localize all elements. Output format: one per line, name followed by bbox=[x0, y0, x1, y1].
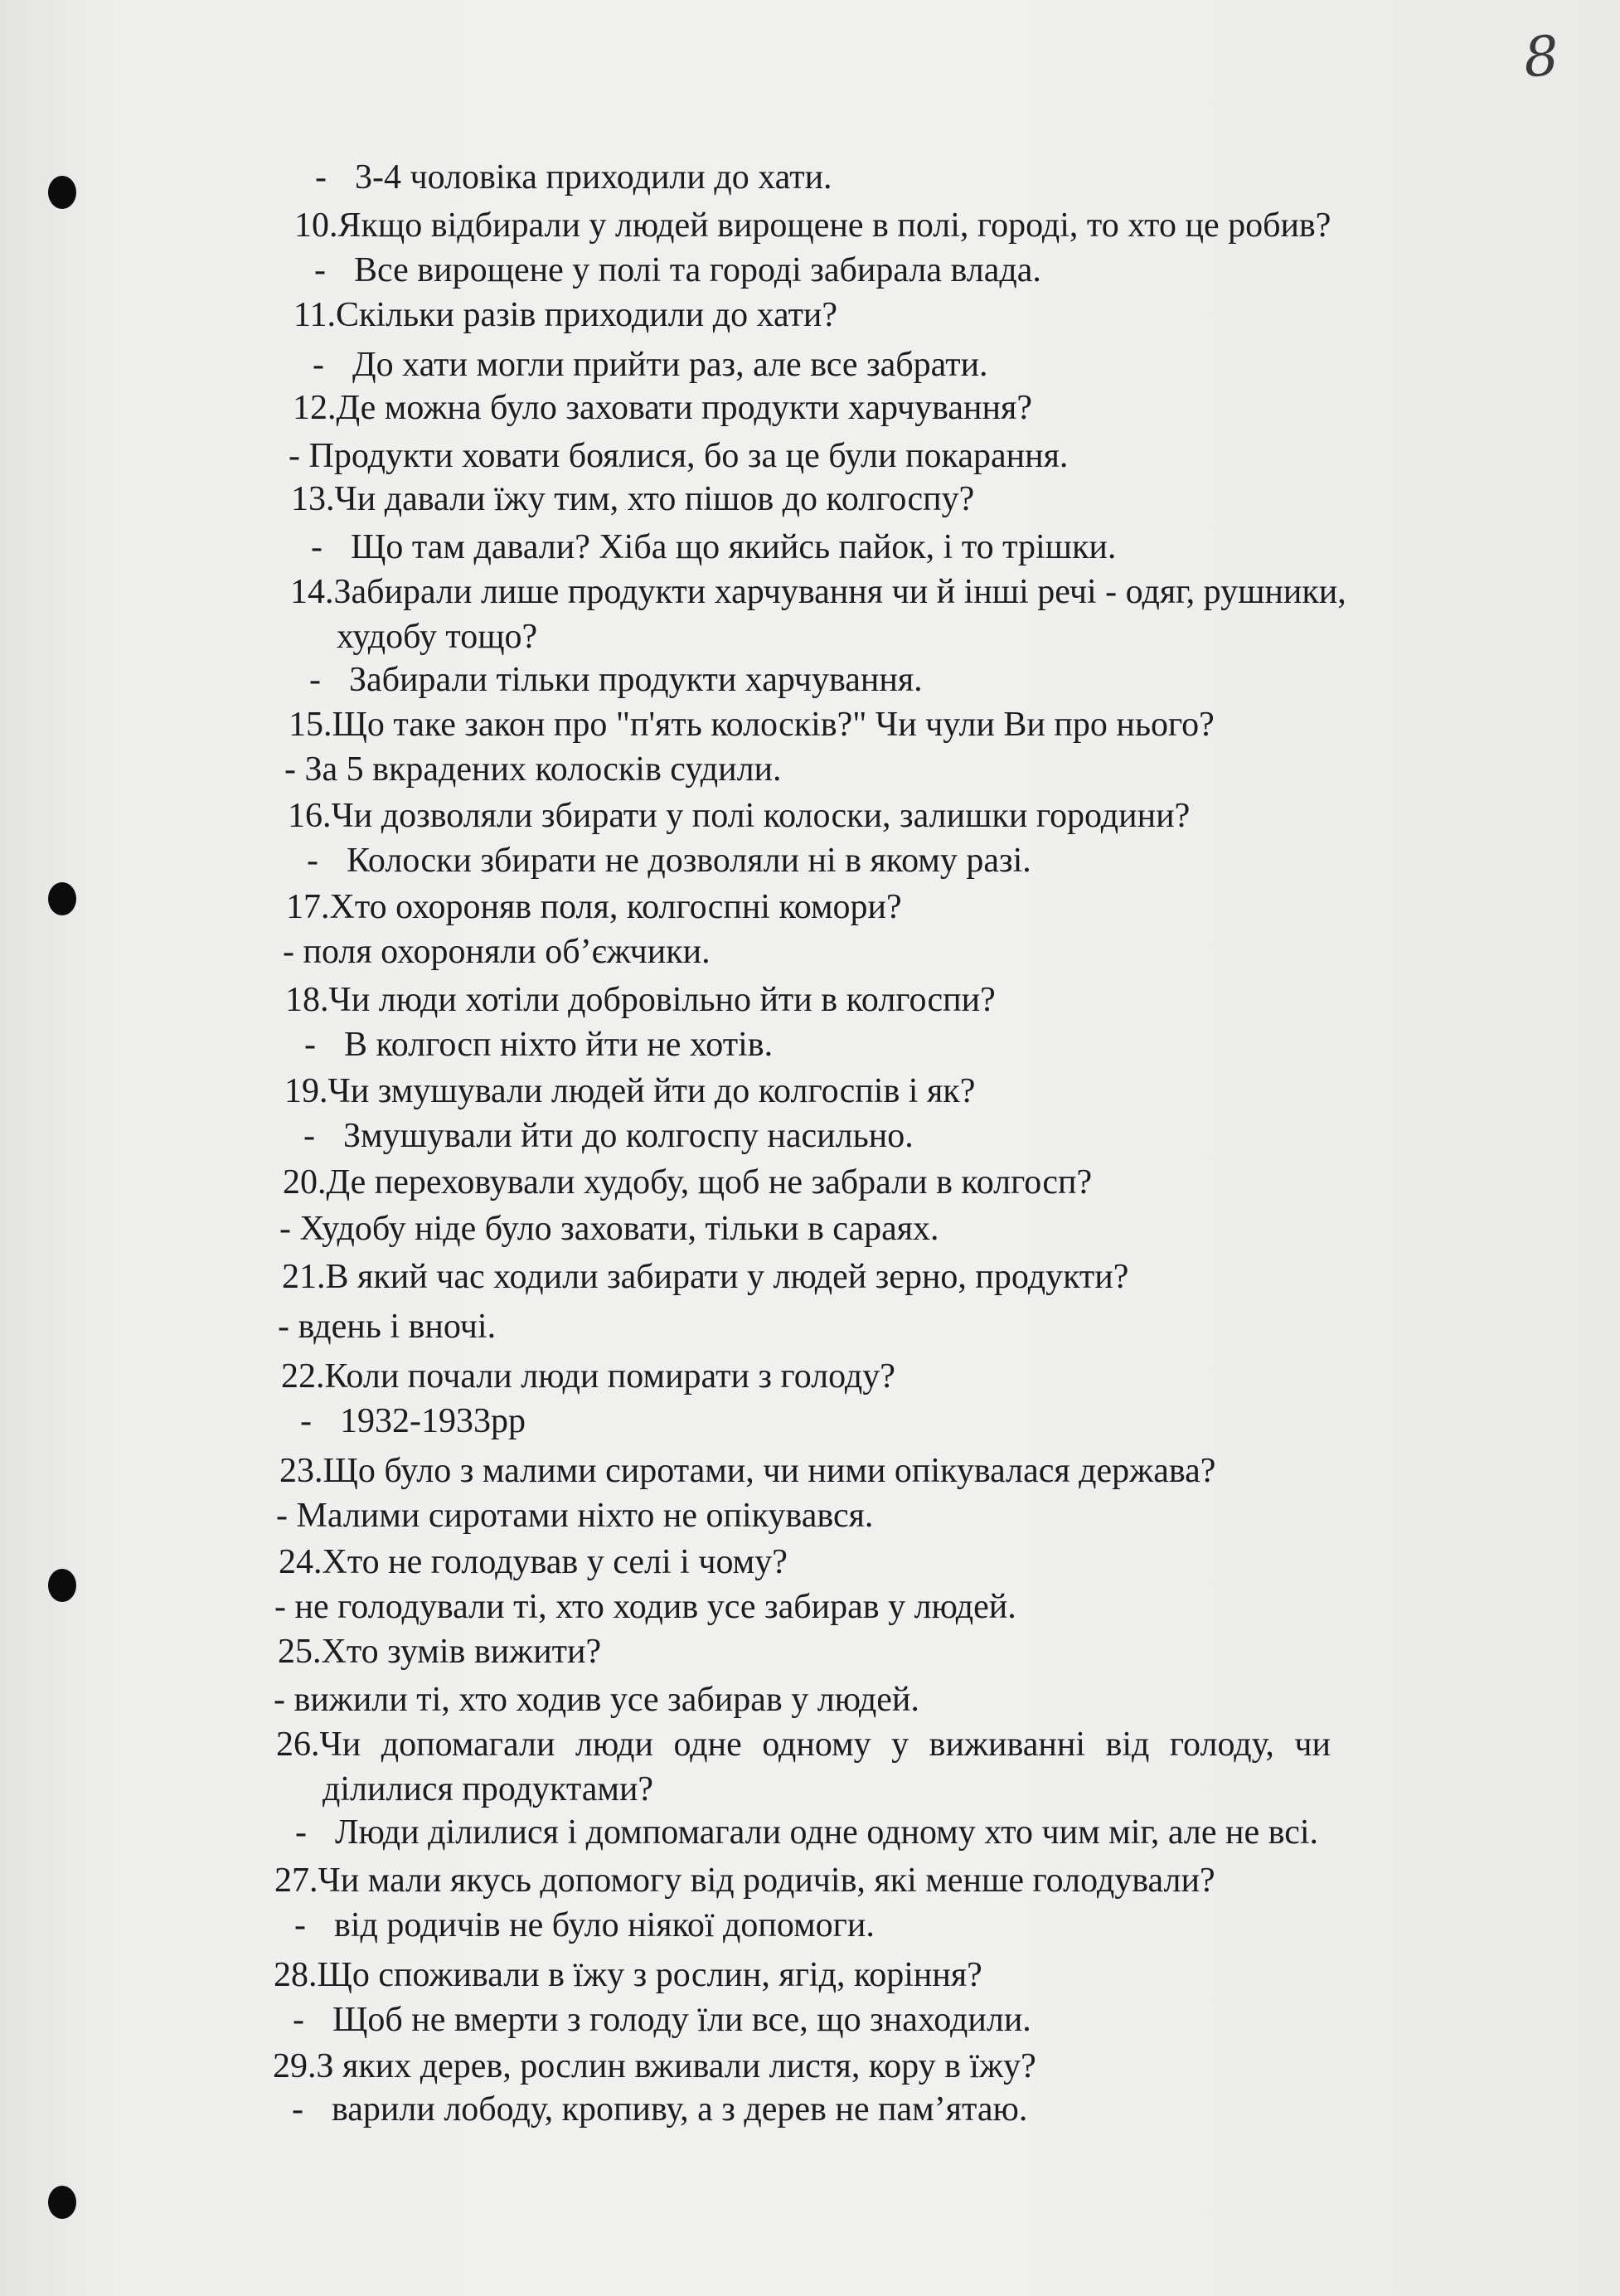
question-text: Що таке закон про "п'ять колосків?" Чи чули Ви про нього? bbox=[332, 706, 1215, 744]
answer-line: - Малими сиротами ніхто не опікувався. bbox=[276, 1497, 874, 1535]
answer-line bbox=[315, 158, 832, 197]
page-number: 8 bbox=[1521, 23, 1561, 90]
answer-line: - вижили ті, хто ходив усе забирав у людей. bbox=[274, 1681, 919, 1719]
question-line bbox=[293, 295, 837, 335]
question-line bbox=[286, 887, 902, 927]
answer-text: Колоски збирати не дозволяли ні в якому разі. bbox=[347, 842, 1031, 880]
question-number: 10. bbox=[294, 206, 338, 245]
dash-marker: - bbox=[309, 661, 321, 699]
question-number: 23. bbox=[279, 1452, 323, 1490]
question-line bbox=[291, 479, 974, 519]
answer-text: Все вирощене у полі та городі забирала влада. bbox=[354, 251, 1041, 289]
question-text: Скільки разів приходили до хати? bbox=[335, 296, 838, 334]
question-text: Де можна було заховати продукти харчування? bbox=[336, 389, 1032, 427]
answer-text: Змушували йти до колгоспу насильно. bbox=[343, 1117, 914, 1155]
answer-line bbox=[309, 660, 923, 700]
answer-line: - вдень і вночі. bbox=[278, 1308, 497, 1346]
question-line bbox=[294, 206, 1331, 245]
answer-text: В колгосп ніхто йти не хотів. bbox=[344, 1026, 774, 1064]
answer-text: 3-4 чоловіка приходили до хати. bbox=[355, 158, 832, 197]
question-text: Чи змушували людей йти до колгоспів і як? bbox=[327, 1072, 976, 1110]
question-text: Чи допомагали люди одне одному у виживанні від голоду, чи bbox=[319, 1726, 1331, 1764]
answer-text: 1932-1933рр bbox=[340, 1402, 526, 1440]
dash-marker: - bbox=[315, 158, 327, 197]
question-number: 14. bbox=[290, 573, 334, 611]
answer-line bbox=[300, 1401, 526, 1441]
question-number: 20. bbox=[283, 1163, 327, 1201]
answer-line bbox=[304, 1025, 773, 1065]
question-line bbox=[273, 2046, 1036, 2086]
answer-line bbox=[293, 2000, 1031, 2040]
answer-text: До хати могли прийти раз, але все забрати. bbox=[352, 346, 988, 384]
question-number: 28. bbox=[274, 1956, 318, 1994]
answer-line bbox=[311, 527, 1116, 567]
question-number: 27. bbox=[274, 1862, 318, 1900]
question-text: Чи давали їжу тим, хто пішов до колгоспу? bbox=[334, 480, 975, 518]
dash-marker: - bbox=[307, 842, 318, 880]
question-text: Забирали лише продукти харчування чи й інші речі - одяг, рушники, bbox=[333, 573, 1346, 611]
question-text: Що споживали в їжу з рослин, ягід, коріння? bbox=[317, 1956, 982, 1994]
dash-marker: - bbox=[300, 1402, 312, 1440]
question-line bbox=[285, 980, 996, 1020]
answer-line: - Худобу ніде було заховати, тільки в сараях. bbox=[279, 1210, 939, 1248]
question-text: Хто зумів вижити? bbox=[321, 1633, 602, 1671]
question-text: З яких дерев, рослин вживали листя, кору в їжу? bbox=[316, 2047, 1036, 2085]
dash-marker: - bbox=[295, 1813, 307, 1852]
answer-text: Забирали тільки продукти харчування. bbox=[349, 661, 923, 699]
question-number: 16. bbox=[288, 797, 332, 835]
answer-line bbox=[292, 2090, 1027, 2129]
answer-line: - Продукти ховати боялися, бо за це були покарання. bbox=[289, 437, 1069, 475]
question-number: 25. bbox=[278, 1633, 322, 1671]
answer-text: Що там давали? Хіба що якийсь пайок, і то трішки. bbox=[351, 528, 1117, 566]
dash-marker: - bbox=[311, 528, 323, 566]
question-number: 21. bbox=[282, 1258, 326, 1296]
question-number: 18. bbox=[285, 981, 329, 1019]
question-number: 26. bbox=[276, 1726, 320, 1764]
question-line bbox=[279, 1451, 1215, 1491]
question-text: Чи люди хотіли добровільно йти в колгоспи? bbox=[328, 981, 996, 1019]
question-line bbox=[279, 1542, 788, 1582]
question-number: 13. bbox=[291, 480, 335, 518]
question-line bbox=[274, 1955, 982, 1995]
question-number: 17. bbox=[286, 888, 330, 926]
dash-marker: - bbox=[303, 1117, 315, 1155]
question-line bbox=[284, 1071, 975, 1111]
question-text: В який час ходили забирати у людей зерно, продукти? bbox=[325, 1258, 1129, 1296]
answer-line bbox=[295, 1813, 1318, 1852]
question-line bbox=[288, 796, 1190, 836]
answer-text: варили лободу, кропиву, а з дерев не пам’ятаю. bbox=[332, 2090, 1028, 2129]
question-number: 29. bbox=[273, 2047, 317, 2085]
question-number: 22. bbox=[281, 1357, 325, 1396]
dash-marker: - bbox=[314, 251, 326, 289]
question-line bbox=[293, 388, 1032, 428]
answer-text: Щоб не вмерти з голоду їли все, що знаходили. bbox=[332, 2001, 1031, 2039]
question-number: 15. bbox=[289, 706, 332, 744]
question-text: Хто охороняв поля, колгоспні комори? bbox=[329, 888, 902, 926]
question-text: Де переховували худобу, щоб не забрали в колгосп? bbox=[326, 1163, 1093, 1201]
answer-line bbox=[313, 345, 988, 385]
dash-marker: - bbox=[294, 1906, 306, 1944]
question-line bbox=[289, 705, 1215, 745]
question-text: Якщо відбирали у людей вирощене в полі, городі, то хто це робив? bbox=[337, 206, 1331, 245]
question-line bbox=[281, 1357, 895, 1396]
answer-line: - За 5 вкрадених колосків судили. bbox=[284, 750, 782, 789]
answer-line bbox=[307, 841, 1031, 881]
answer-line: - не голодували ті, хто ходив усе забирав у людей. bbox=[274, 1588, 1016, 1626]
question-line bbox=[276, 1725, 1331, 1764]
answer-line bbox=[314, 250, 1041, 290]
question-number: 12. bbox=[293, 389, 337, 427]
question-line bbox=[290, 572, 1346, 612]
question-text: Коли почали люди помирати з голоду? bbox=[324, 1357, 895, 1396]
question-number: 24. bbox=[279, 1543, 323, 1581]
question-text: Що було з малими сиротами, чи ними опікувалася держава? bbox=[323, 1452, 1216, 1490]
question-line bbox=[282, 1257, 1128, 1297]
question-text: Хто не голодував у селі і чому? bbox=[322, 1543, 788, 1581]
question-number: 11. bbox=[293, 296, 336, 334]
dash-marker: - bbox=[293, 2001, 304, 2039]
question-text: Чи мали якусь допомогу від родичів, які менше голодували? bbox=[318, 1862, 1215, 1900]
dash-marker: - bbox=[304, 1026, 316, 1064]
question-number: 19. bbox=[284, 1072, 328, 1110]
question-continuation: ділилися продуктами? bbox=[323, 1770, 654, 1808]
answer-line: - поля охороняли об’єжчики. bbox=[283, 933, 711, 971]
question-continuation: худобу тощо? bbox=[337, 618, 538, 656]
punch-hole bbox=[48, 2186, 76, 2219]
dash-marker: - bbox=[292, 2090, 303, 2129]
punch-hole bbox=[48, 176, 76, 209]
question-text: Чи дозволяли збирати у полі колоски, залишки городини? bbox=[331, 797, 1191, 835]
question-line bbox=[278, 1632, 601, 1672]
question-line bbox=[283, 1163, 1092, 1202]
answer-line bbox=[294, 1905, 875, 1945]
answer-text: Люди ділилися і домпомагали одне одному хто чим міг, але не всі. bbox=[335, 1813, 1319, 1852]
question-line bbox=[274, 1861, 1215, 1900]
punch-hole bbox=[48, 882, 76, 915]
punch-hole bbox=[48, 1569, 76, 1602]
answer-text: від родичів не було ніякої допомоги. bbox=[334, 1906, 875, 1944]
dash-marker: - bbox=[313, 346, 324, 384]
answer-line bbox=[303, 1116, 914, 1156]
